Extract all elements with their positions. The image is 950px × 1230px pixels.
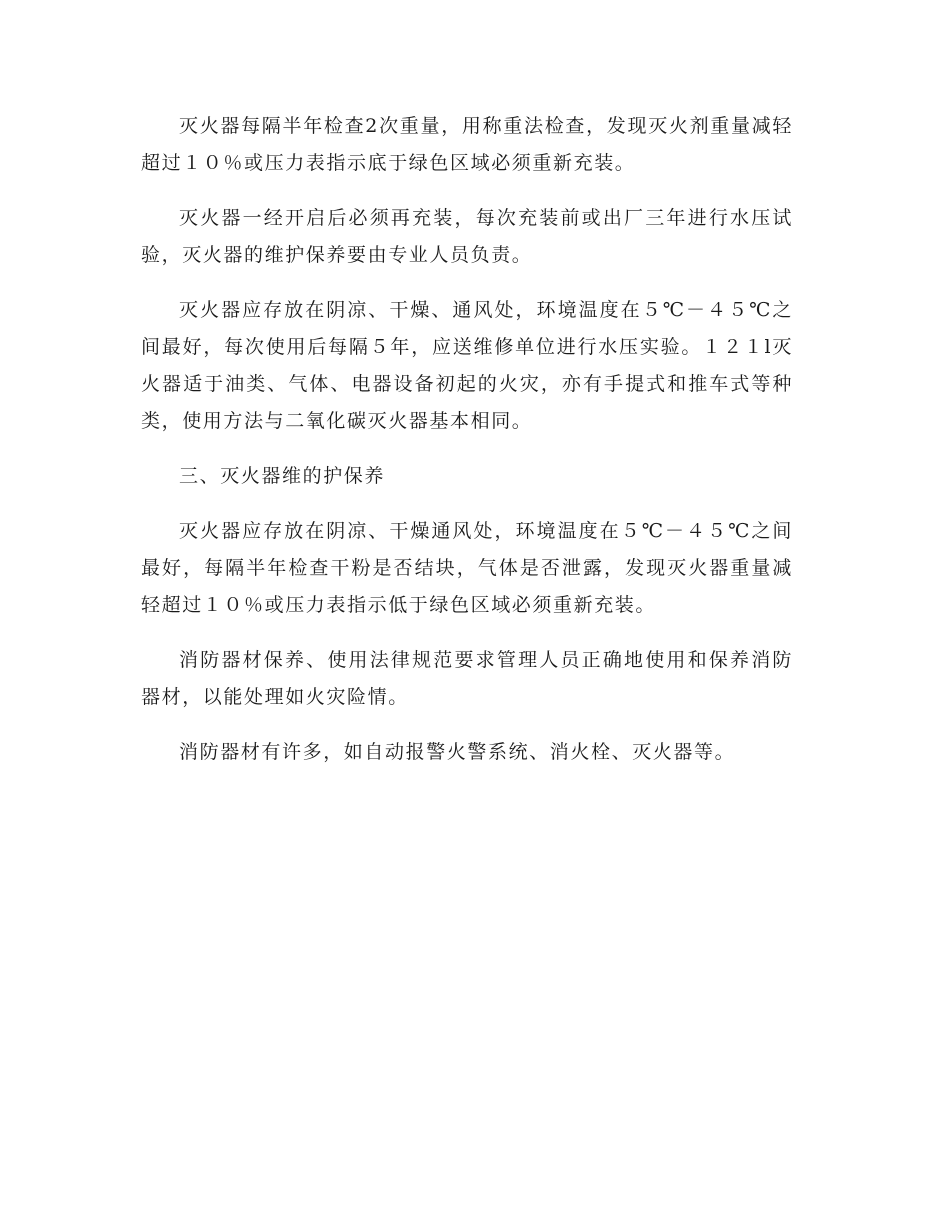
paragraph-equipment-types: 消防器材有许多，如自动报警火警系统、消火栓、灭火器等。 bbox=[179, 741, 736, 763]
document-body bbox=[141, 108, 793, 789]
paragraph-storage: 灭火器应存放在阴凉、干燥、通风处，环境温度在５℃－４５℃之间最好，每次使用后每隔５年，应送维修单位进行水压实验。１２１l灭火器适于油类、气体、电器设备初起的火灾，亦有手提式和推车式等种类，使用方法与二氧化碳灭火器基本相同。 bbox=[141, 299, 793, 432]
section-heading: 三、灭火器维的护保养 bbox=[179, 465, 386, 487]
paragraph-inspection: 灭火器每隔半年检查2次重量，用称重法检查，发现灭火剂重量减轻超过１０％或压力表指示底于绿色区域必须重新充装。 bbox=[141, 115, 793, 174]
paragraph-regulations: 消防器材保养、使用法律规范要求管理人员正确地使用和保养消防器材，以能处理如火灾险情。 bbox=[141, 649, 793, 708]
paragraph-recharge: 灭火器一经开启后必须再充装，每次充装前或出厂三年进行水压试验，灭火器的维护保养要由专业人员负责。 bbox=[141, 207, 793, 266]
paragraph-maintenance: 灭火器应存放在阴凉、干燥通风处，环境温度在５℃－４５℃之间最好，每隔半年检查干粉是否结块，气体是否泄露，发现灭火器重量减轻超过１０％或压力表指示低于绿色区域必须重新充装。 bbox=[141, 520, 793, 616]
